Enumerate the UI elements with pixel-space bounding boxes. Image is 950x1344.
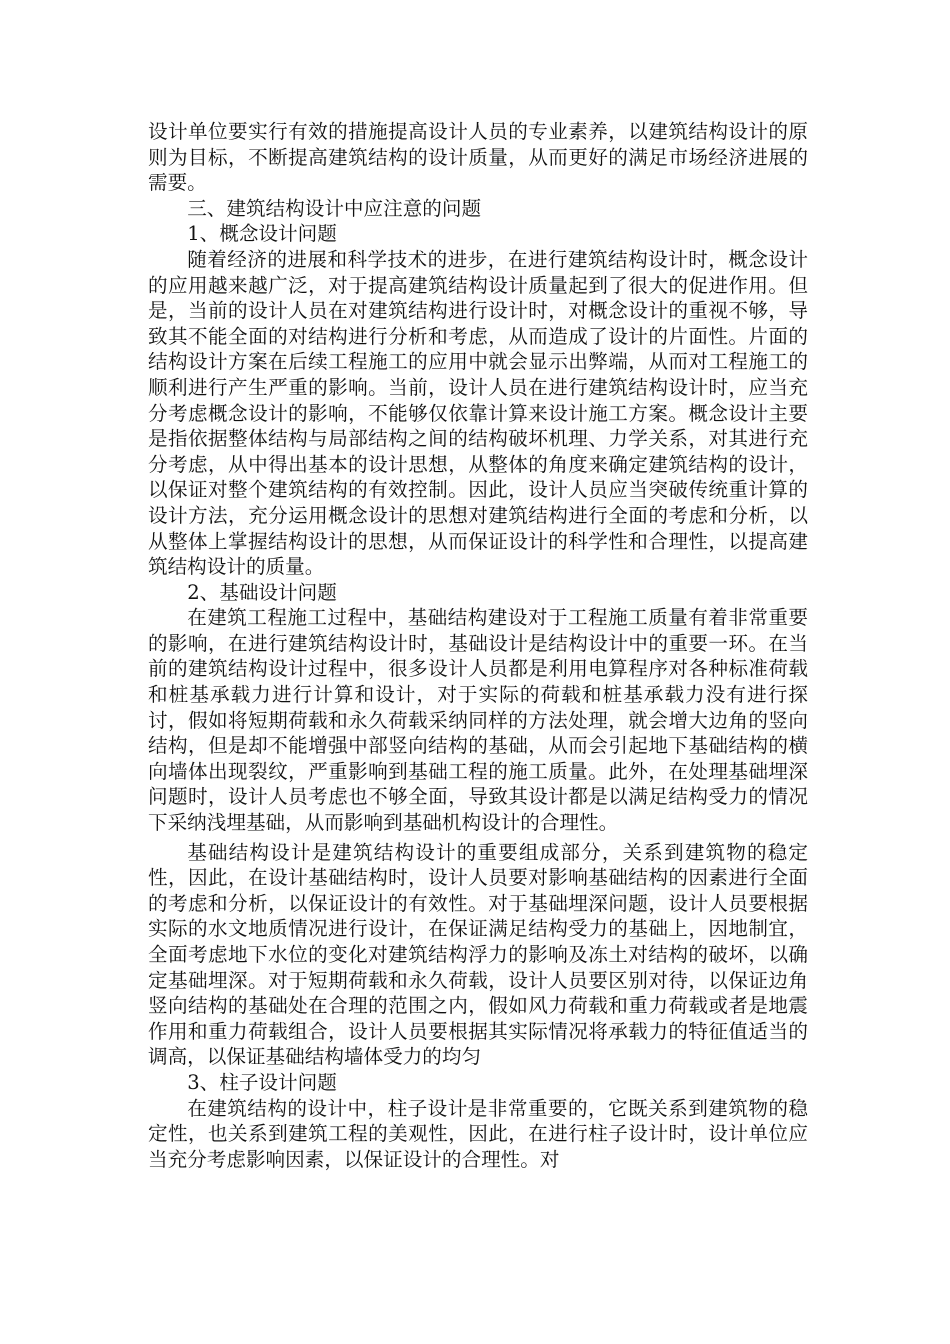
section-heading-3: 三、建筑结构设计中应注意的问题 (187, 196, 482, 220)
paragraph-foundation-problems: 在建筑工程施工过程中，基础结构建设对于工程施工质量有着非常重要的影响，在进行建筑结构设计时，基础设计是结构设计中的重要一环。在当前的建筑结构设计过程中，很多设计人员都是利用电算程序对各种标准荷载和桩基承载力进行计算和设计，对于实际的荷载和桩基承载力没有进行探讨，假如将短期荷载和永久荷载采纳同样的方法处理，就会增大边角的竖向结构，但是却不能增强中部竖向结构的基础，从而会引起地下基础结构的横向墙体出现裂纹，严重影响到基础工程的施工质量。此外，在处理基础埋深问题时，设计人员考虑也不够全面，导致其设计都是以满足结构受力的情况下采纳浅埋基础，从而影响到基础机构设计的合理性。 (148, 606, 808, 835)
subheading-foundation-design: 2、基础设计问题 (187, 580, 337, 604)
subheading-column-design: 3、柱子设计问题 (187, 1070, 337, 1094)
paragraph-foundation-solutions: 基础结构设计是建筑结构设计的重要组成部分，关系到建筑物的稳定性，因此，在设计基础结构时，设计人员要对影响基础结构的因素进行全面的考虑和分析，以保证设计的有效性。对于基础埋深问题，设计人员要根据实际的水文地质情况进行设计，在保证满足结构受力的基础上，因地制宜，全面考虑地下水位的变化对建筑结构浮力的影响及冻土对结构的破坏，以确定基础埋深。对于短期荷载和永久荷载，设计人员要区别对待，以保证边角竖向结构的基础处在合理的范围之内，假如风力荷载和重力荷载或者是地震作用和重力荷载组合，设计人员要根据其实际情况将承载力的特征值适当的调高，以保证基础结构墙体受力的均匀 (148, 840, 808, 1069)
paragraph-column-design: 在建筑结构的设计中，柱子设计是非常重要的，它既关系到建筑物的稳定性，也关系到建筑工程的美观性，因此，在进行柱子设计时，设计单位应当充分考虑影响因素，以保证设计的合理性。对 (148, 1096, 808, 1171)
paragraph-intro-continuation: 设计单位要实行有效的措施提高设计人员的专业素养，以建筑结构设计的原则为目标，不断提高建筑结构的设计质量，从而更好的满足市场经济进展的需要。 (148, 120, 808, 195)
paragraph-concept-design: 随着经济的进展和科学技术的进步，在进行建筑结构设计时，概念设计的应用越来越广泛，对于提高建筑结构设计质量起到了很大的促进作用。但是，当前的设计人员在对建筑结构进行设计时，对概念设计的重视不够，导致其不能全面的对结构进行分析和考虑，从而造成了设计的片面性。片面的结构设计方案在后续工程施工的应用中就会显示出弊端，从而对工程施工的顺利进行产生严重的影响。当前，设计人员在进行建筑结构设计时，应当充分考虑概念设计的影响，不能够仅依靠计算来设计施工方案。概念设计主要是指依据整体结构与局部结构之间的结构破坏机理、力学关系，对其进行充分考虑，从中得出基本的设计思想，从整体的角度来确定建筑结构的设计，以保证对整个建筑结构的有效控制。因此，设计人员应当突破传统重计算的设计方法，充分运用概念设计的思想对建筑结构进行全面的考虑和分析，以从整体上掌握结构设计的思想，从而保证设计的科学性和合理性，以提高建筑结构设计的质量。 (148, 247, 808, 579)
subheading-concept-design: 1、概念设计问题 (187, 222, 337, 246)
document-body (148, 119, 808, 1172)
